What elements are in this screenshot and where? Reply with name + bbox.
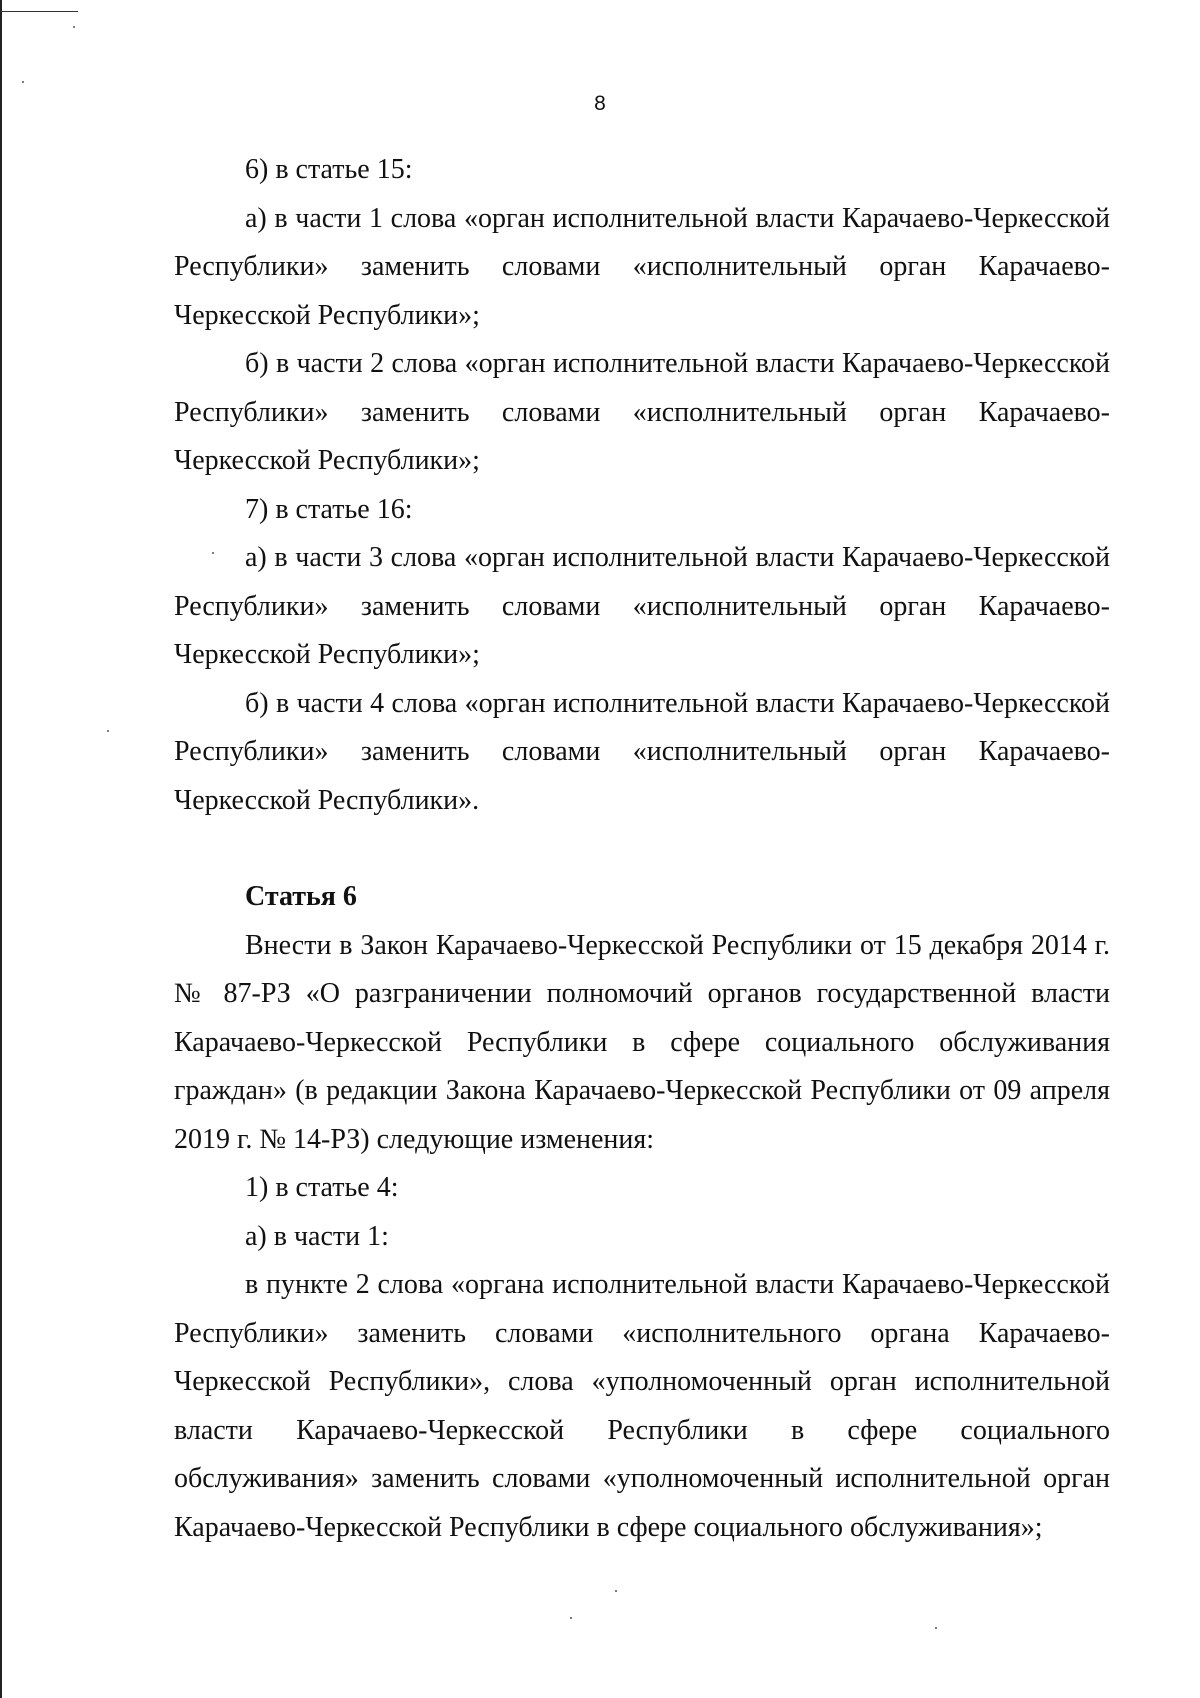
article-heading: Статья 6	[245, 881, 357, 912]
scan-speck	[73, 26, 75, 28]
paragraph: а) в части 1 слова «орган исполнительной власти Карачаево-Черкесской Республики» заменить словами «исполнительный орган Карачаево-Черкесской Республики»;	[174, 202, 1110, 331]
page-number: 8	[594, 92, 606, 115]
scan-speck	[107, 730, 109, 732]
paragraph: а) в части 3 слова «орган исполнительной власти Карачаево-Черкесской Республики» заменить словами «исполнительный орган Карачаево-Черкесской Республики»;	[174, 542, 1110, 670]
paragraph: в пункте 2 слова «органа исполнительной власти Карачаево-Черкесской Республики» заменить словами «исполнительного органа Карачаево-Черкесской Республики», слова «уполномоченный орган исполнительной власти Карачаево-Черкесской Республики в сфере социального обслуживания» заменить словами «уполномоченный исполнительной орган Карачаево-Черкесской Республики в сфере социального обслуживания»;	[174, 1269, 1110, 1543]
paragraph: б) в части 4 слова «орган исполнительной власти Карачаево-Черкесской Республики» заменить словами «исполнительный орган Карачаево-Черкесской Республики».	[174, 687, 1110, 816]
list-item: 7) в статье 16:	[245, 493, 413, 525]
scan-speck	[935, 1627, 937, 1629]
scan-speck	[615, 1590, 617, 1592]
list-item: а) в части 1:	[245, 1220, 389, 1252]
scan-border-top	[0, 11, 78, 12]
list-item: 6) в статье 15:	[245, 154, 413, 185]
list-item: 1) в статье 4:	[245, 1172, 399, 1203]
paragraph: Внести в Закон Карачаево-Черкесской Республики от 15 декабря 2014 г. № 87-РЗ «О разграничении полномочий органов государственной власти Карачаево-Черкесской Республики в сфере социального обслуживания граждан» (в редакции Закона Карачаево-Черкесской Республики от 09 апреля 2019 г. № 14-РЗ) следующие изменения:	[174, 929, 1110, 1155]
scan-border-left	[0, 0, 2, 1698]
paragraph: б) в части 2 слова «орган исполнительной власти Карачаево-Черкесской Республики» заменить словами «исполнительный орган Карачаево-Черкесской Республики»;	[174, 348, 1110, 476]
scan-speck	[22, 81, 24, 83]
scan-speck	[570, 1617, 572, 1619]
document-body	[174, 146, 1110, 1552]
